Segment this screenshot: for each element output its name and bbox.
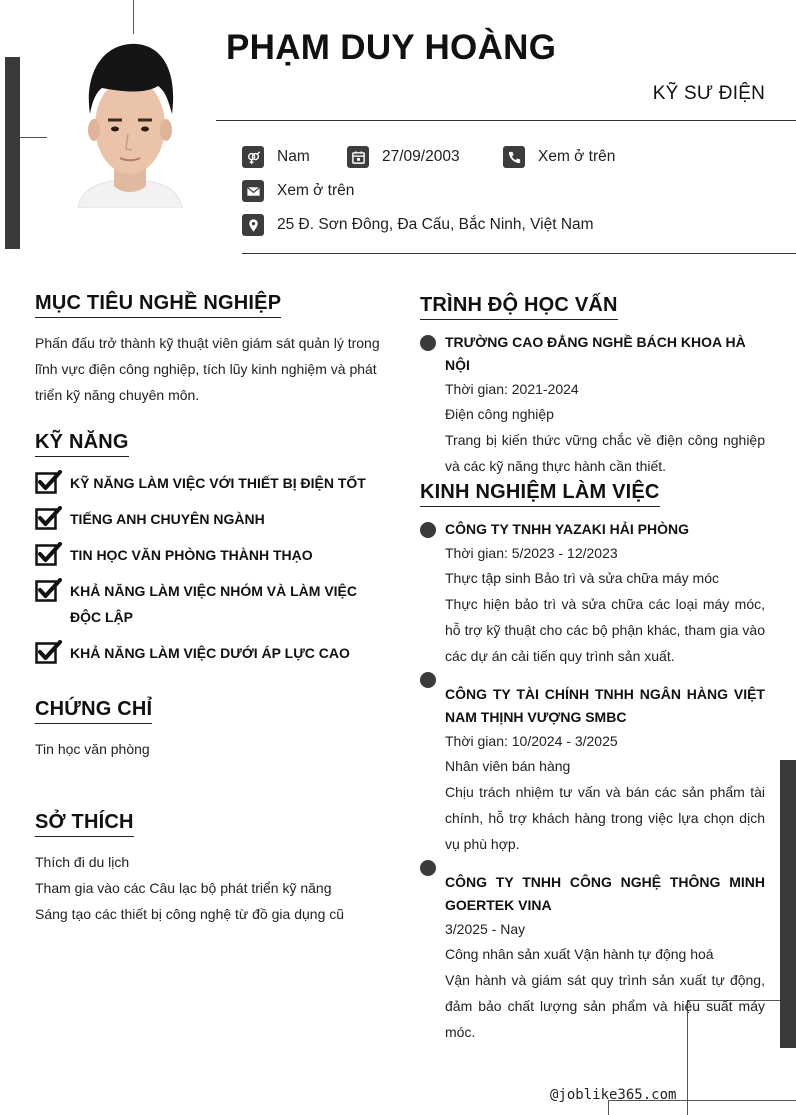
timeline-bullet [420,335,436,351]
email-text: Xem ở trên [277,182,355,199]
experience-role: Nhân viên bán hàng [445,758,571,774]
experience-time: 3/2025 - Nay [445,921,526,937]
contact-email [242,180,354,202]
education-major: Điện công nghiệp [445,406,554,422]
skill-item [35,640,385,666]
right-accent-bar [780,760,796,1048]
hobby-item: Sáng tạo các thiết bị công nghệ từ đồ gia dụng cũ [35,906,345,922]
address-text: 25 Đ. Sơn Đông, Đa Cấu, Bắc Ninh, Việt Nam [277,216,594,233]
timeline-bullet [420,522,436,538]
objective-heading: MỤC TIÊU NGHỀ NGHIỆP [35,292,281,318]
company-name: CÔNG TY TNHH YAZAKI HẢI PHÒNG [445,521,689,537]
header-divider [216,120,796,121]
experience-role: Công nhân sản xuất Vận hành tự động hoá [445,946,714,962]
experience-heading: KINH NGHIỆM LÀM VIỆC [420,481,660,507]
experience-role: Thực tập sinh Bảo trì và sửa chữa máy móc [445,570,719,586]
skill-label: KHẢ NĂNG LÀM VIỆC NHÓM VÀ LÀM VIỆC ĐỘC LẬP [70,583,357,625]
education-entry [445,331,765,479]
left-horizontal-line [20,137,47,138]
experience-entry [445,518,765,669]
experience-desc: Vận hành và giám sát quy trình sản xuất tự động, đảm bảo chất lượng sản phẩm và hiệu suất máy móc. [445,972,765,1040]
skill-item [35,470,385,496]
checkbox-checked-icon [35,470,63,494]
checkbox-checked-icon [35,640,63,664]
profile-photo [68,34,192,208]
email-icon [242,180,264,202]
skill-item [35,578,385,630]
experience-time: Thời gian: 10/2024 - 3/2025 [445,733,618,749]
location-icon [242,214,264,236]
experience-time: Thời gian: 5/2023 - 12/2023 [445,545,618,561]
skill-label: KHẢ NĂNG LÀM VIỆC DƯỚI ÁP LỰC CAO [70,645,350,661]
school-name: TRƯỜNG CAO ĐẲNG NGHỀ BÁCH KHOA HÀ NỘI [445,334,746,373]
skill-item [35,506,385,532]
gender-icon [242,146,264,168]
contact-address [242,214,594,236]
company-name: CÔNG TY TÀI CHÍNH TNHH NGÂN HÀNG VIỆT NAM THỊNH VƯỢNG SMBC [445,686,765,725]
job-title: KỸ SƯ ĐIỆN [652,83,765,104]
company-name: CÔNG TY TNHH CÔNG NGHỆ THÔNG MINH GOERTEK VINA [445,874,765,913]
gender-text: Nam [277,148,310,165]
skill-label: TIẾNG ANH CHUYÊN NGÀNH [70,511,265,527]
skill-item [35,542,385,568]
checkbox-checked-icon [35,542,63,566]
calendar-icon [347,146,369,168]
timeline-bullet [420,672,436,688]
contact-phone [503,146,615,168]
left-accent-bar [5,57,20,249]
contact-gender [242,146,310,168]
phone-text: Xem ở trên [538,148,616,165]
hobby-item: Thích đi du lịch [35,854,130,870]
skill-label: KỸ NĂNG LÀM VIỆC VỚI THIẾT BỊ ĐIỆN TỐT [70,475,366,491]
education-time: Thời gian: 2021-2024 [445,381,579,397]
top-vertical-line [133,0,134,36]
phone-icon [503,146,525,168]
candidate-name: PHẠM DUY HOÀNG [226,28,557,67]
skill-label: TIN HỌC VĂN PHÒNG THÀNH THẠO [70,547,313,563]
skills-heading: KỸ NĂNG [35,431,129,457]
education-heading: TRÌNH ĐỘ HỌC VẤN [420,294,618,320]
certificates-heading: CHỨNG CHỈ [35,698,152,724]
hobbies-heading: SỞ THÍCH [35,811,134,837]
certificate-item: Tin học văn phòng [35,741,150,757]
objective-text: Phấn đấu trở thành kỹ thuật viên giám sát quản lý trong lĩnh vực điện công nghiệp, tích lũy kinh nghiệm và phát triển kỹ năng chuyên môn. [35,335,380,403]
hobby-item: Tham gia vào các Câu lạc bộ phát triển kỹ năng [35,880,332,896]
education-desc: Trang bị kiến thức vững chắc về điện công nghiệp và các kỹ năng thực hành cần thiết. [445,432,765,474]
contact-divider [242,253,796,254]
experience-desc: Chịu trách nhiệm tư vấn và bán các sản phẩm tài chính, hỗ trợ khách hàng trong việc lựa chọn dịch vụ phù hợp. [445,784,765,852]
contact-birthday [347,146,460,168]
checkbox-checked-icon [35,578,63,602]
birthday-text: 27/09/2003 [382,148,460,165]
experience-desc: Thực hiện bảo trì và sửa chữa các loại máy móc, hỗ trợ kỹ thuật cho các bộ phận khác, tham gia vào các dự án cải tiến quy trình sản xuất. [445,596,765,664]
watermark: @joblike365.com [550,1087,677,1103]
timeline-bullet [420,860,436,876]
checkbox-checked-icon [35,506,63,530]
experience-entry [445,683,765,857]
experience-entry [445,871,765,1045]
